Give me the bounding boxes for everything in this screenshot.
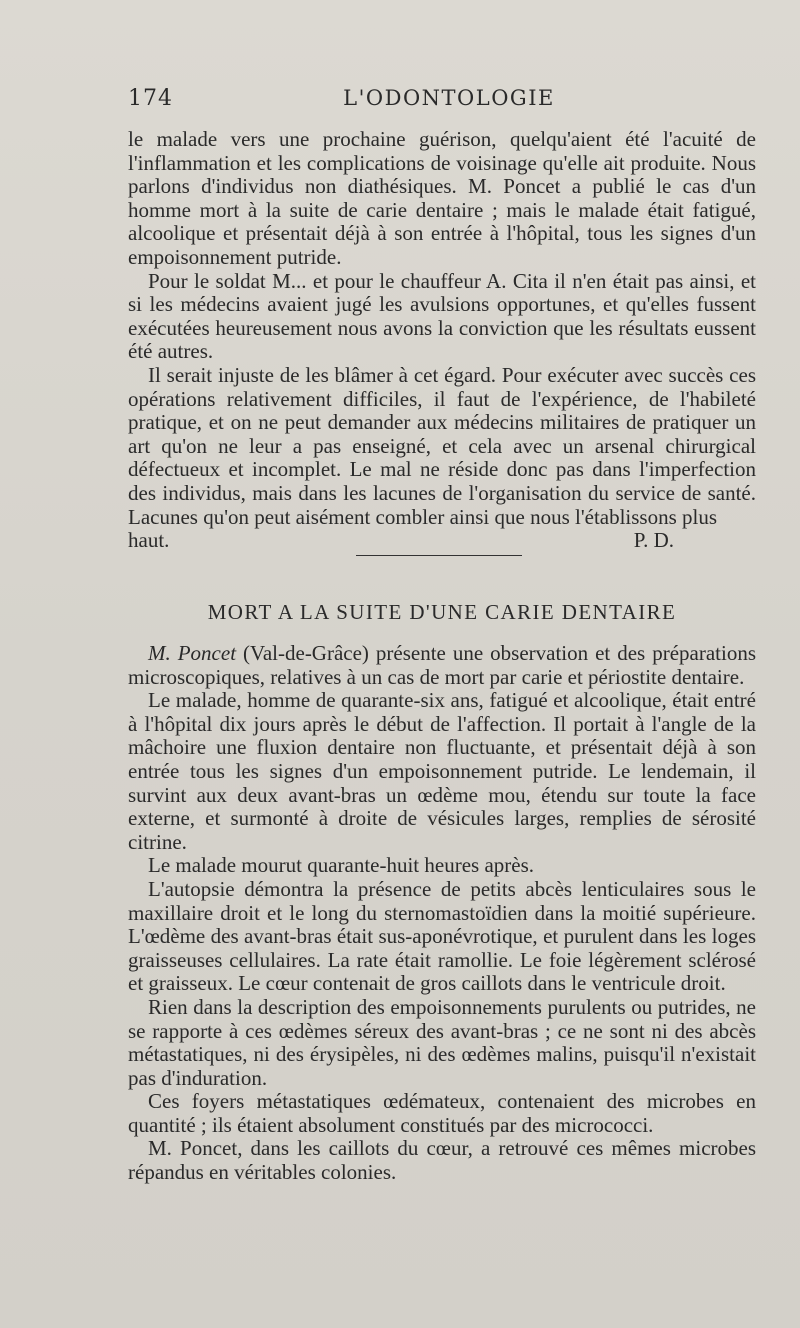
section-heading: MORT A LA SUITE D'UNE CARIE DENTAIRE [207,600,677,624]
paragraph [128,642,756,689]
paragraph: Le malade, homme de quarante-six ans, fatigué et alcoolique, était entré à l'hôpital dix jours après le début de l'affection. Il portait à l'angle de la mâchoire une fluxion dentaire non fluctuante, et présentait déjà à son entrée tous les signes d'un empoisonnement putride. Le lendemain, il survint aux deux avant-bras un œdème mou, étendu sur toute la face externe, et surmonté à droite de vésicules larges, remplies de sérosité citrine. [128,688,756,854]
paragraph: Pour le soldat M... et pour le chauffeur A. Cita il n'en était pas ainsi, et si les médecins avaient jugé les avulsions opportunes, et qu'elles fussent exécutées heureusement nous avons la conviction que les résultats eussent été autres. [128,268,756,364]
paragraph: Le malade mourut quarante-huit heures après. [148,853,535,878]
article-continuation [128,128,756,553]
paragraph: L'autopsie démontra la présence de petits abcès lenticulaires sous le maxillaire droit et le long du sternomastoïdien dans la moitié supérieure. L'œdème des avant-bras était sus-aponévrotique, et purulent dans les loges graisseuses cellulaires. La rate était ramollie. Le foie légèrement sclérosé et graisseux. Le cœur contenait de gros caillots dans le ventricule droit. [128,876,756,996]
paragraph: M. Poncet, dans les caillots du cœur, a retrouvé ces mêmes microbes répandus en véritables colonies. [128,1136,756,1185]
running-head [128,86,730,118]
paragraph: Ces foyers métastatiques œdémateux, contenaient des microbes en quantité ; ils étaient absolument constitués par des micrococci. [128,1089,756,1137]
journal-title: L'ODONTOLOGIE [343,86,555,110]
paragraph-end: haut. [128,528,170,553]
paragraph: le malade vers une prochaine guérison, quelqu'aient été l'acuité de l'inflammation et les complications de voisinage qu'elle ait produite. Nous parlons d'individus non diathésiques. M. Poncet a publié le cas d'un homme mort à la suite de carie dentaire ; mais le malade était fatigué, alcoolique et présentait déjà à son entrée à l'hôpital, tous les signes d'un empoisonnement putride. [128,127,756,269]
paragraph: Rien dans la description des empoisonnements purulents ou putrides, ne se rapporte à ces œdèmes séreux des avant-bras ; ce ne sont ni des abcès métastatiques, ni des érysipèles, ni des œdèmes malins, puisqu'il n'existait pas d'induration. [128,994,756,1090]
author-name: M. Poncet [148,641,237,665]
page-number: 174 [128,86,173,111]
paragraph-text: (Val-de-Grâce) présente une observation et des préparations microscopiques, relatives à un cas de mort par carie et périostite dentaire. [128,641,757,689]
article-body [128,642,756,1185]
author-signature: P. D. [633,528,674,553]
signature-line [128,529,756,553]
section-divider [356,555,522,556]
paragraph: Il serait injuste de les blâmer à cet égard. Pour exécuter avec succès ces opérations relativement difficiles, il faut de l'expérience, de l'habileté pratique, et on ne peut demander aux médecins militaires de pratiquer un art qu'on ne leur a pas enseigné, et cela avec un arsenal chirurgical défectueux et incomplet. Le mal ne réside donc pas dans l'imperfection des individus, mais dans les lacunes de l'organisation du service de santé. Lacunes qu'on peut aisément combler ainsi que nous l'établissons plus [128,362,756,529]
